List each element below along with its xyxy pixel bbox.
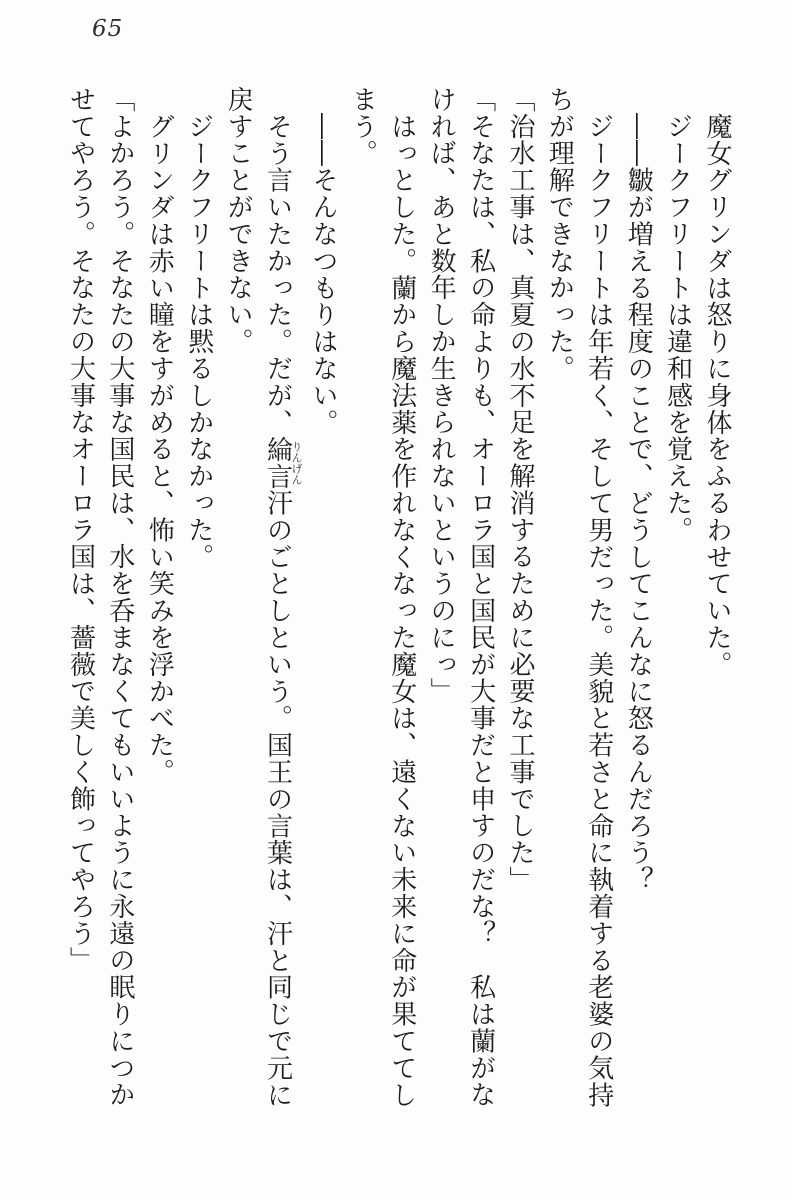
- text-column: ちが理解できなかった。: [544, 86, 575, 382]
- text-column: ジークフリートは違和感を覚えた。: [662, 112, 693, 544]
- text-column: はっとした。蘭から魔法薬を作れなくなった魔女は、遠くない未来に命が果ててし: [386, 112, 417, 1109]
- text-column: 「そなたは、私の命よりも、オーロラ国と国民が大事だと申すのだな？ 私は蘭がな: [465, 86, 496, 1109]
- text-column: せてやろう。そなたの大事なオーロラ国は、薔薇で美しく飾ってやろう」: [65, 86, 96, 974]
- text-column: 「よかろう。そなたの大事な国民は、水を呑まなくてもいいように永遠の眠りにつか: [104, 86, 135, 1109]
- text-column: まう。: [347, 86, 378, 167]
- text-column: ジークフリートは黙るしかなかった。: [183, 112, 214, 571]
- text-column: ――そんなつもりはない。: [307, 112, 338, 436]
- text-column: ――皺が増える程度のことで、どうしてこんなに怒るんだろう？: [623, 112, 654, 893]
- page-number: 65: [92, 16, 124, 42]
- text-column: 魔女グリンダは怒りに身体をふるわせていた。: [702, 112, 732, 678]
- text-column: 戻すことができない。: [223, 86, 254, 355]
- ruby-annotated-word: 綸言りんげん: [262, 435, 304, 490]
- text-block: [60, 86, 736, 1108]
- text-column: そう言いたかった。だが、綸言りんげん汗のごとしという。国王の言葉は、汗と同じで元に: [262, 112, 304, 1109]
- text-column: ければ、あと数年しか生きられないというのにっ」: [426, 86, 457, 705]
- text-column: グリンダは赤い瞳をすがめると、怖い笑みを浮かべた。: [144, 112, 175, 786]
- text-column: 「治水工事は、真夏の水不足を解消するために必要な工事でした」: [504, 86, 535, 893]
- text-column: ジークフリートは年若く、そして男だった。美貌と若さと命に執着する老婆の気持: [583, 112, 614, 1109]
